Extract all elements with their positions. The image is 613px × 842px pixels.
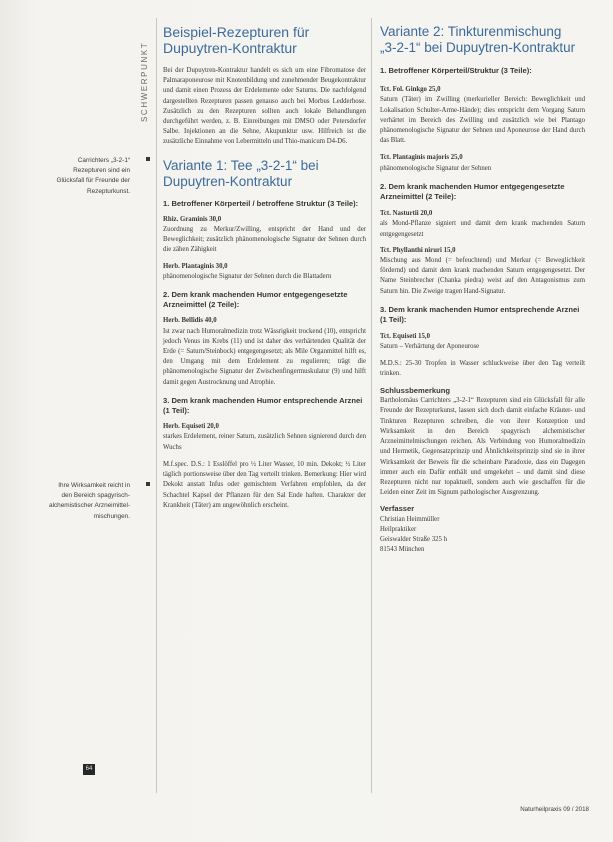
article-intro: Bei der Dupuytren-Kontraktur handelt es sich um eine Fibromatose der Palmaraponeurose mit Knotenbildung und zunehmender Beugekontraktur und damit einen Prozess der Erdelemente oder Saturns. Die nachfolgend dargestellten Rezepturen passen genauso auch bei Morbus Ledderhose. Zusätzlich zu den Rezepturen sollten auch lokale Behandlungen durchgeführt werden, z. B. Einreibungen mit DMSO oder Petersdorfer Salbe. Injektionen an die Sehne, Akupunktur usw. Hilfreich ist die zusätzliche Einnahme von Lebermitteln und Thio-manicum D4-D6. [163, 67, 366, 146]
article-title-line2: Dupuytren-Kontraktur [163, 40, 297, 56]
variant2-remedy5-name: Tct. Equiseti 15,0 [380, 333, 430, 341]
variant1-remedy1-name: Rhiz. Graminis 30,0 [163, 215, 222, 223]
variant2-remedy5-text: Saturn – Verhärtung der Aponeurose [380, 343, 480, 351]
variant2-remedy1-text: Saturn (Täter) im Zwilling (merkurieller Bereich: Beweglichkeit und Lokalisation Schulter-Arme-Hände); dies entspricht dem Vorgang Saturn verhärtet im Bereich des Zwilling und zusätzlich wie bei Plantago phänomenologische Signatur der Sehnen und Aponeurose der Hand durch das Blatt. [380, 96, 585, 145]
variant2-section3-heading: 3. Dem krank machenden Humor entsprechende Arznei (1 Teil): [380, 304, 580, 325]
margin-note-2: Ihre Wirksamkeit reicht in den Bereich spagyrisch-alchemistischer Arzneimittel-mischungen. [49, 482, 130, 520]
author-city: 81543 München [380, 546, 425, 554]
variant1-remedy3-text: Ist zwar nach Humoralmedizin trotz Wässrigkeit trockend (10), entspricht jedoch Venus im Krebs (11) und ist daher des verhärtenden Qualität der Erde (= Saturn/Steinbock) entgegengesetzt; als Mile Organmittel hilft es, den Umgang mit dem Erdelement zu regulieren; trägt die phänomenologische Signatur der Zwischenfingermuskulatur (9) und hilft damit gegen Austrocknung und Atrophie. [163, 327, 366, 386]
variant2-remedy1-name: Tct. Fol. Ginkgo 25,0 [380, 86, 441, 94]
author-street: Geiswalder Straße 325 h [380, 535, 448, 543]
column-divider-right [371, 18, 372, 793]
section-label [140, 22, 154, 132]
variant1-section3-heading: 3. Dem krank machenden Humor entsprechende Arznei (1 Teil): [163, 395, 363, 416]
variant2-section2-heading: 2. Dem krank machenden Humor entgegengesetzte Arzneimittel (2 Teile): [380, 181, 565, 202]
variant1-remedy4-text: starkes Erdelement, reiner Saturn, zusätzlich Sehnen signierend durch den Wuchs [163, 433, 366, 451]
variant1-usage: M.f.spec. D.S.: 1 Esslöffel pro ½ Liter Wasser, 10 min. Dekokt; ½ Liter täglich portionsweise über den Tag verteilt trinken. Bemerkung: Hier wird Dekokt anstatt Infus oder gemischtem Verfahren empfohlen, da der Schachtel Kapsel der Pflanzen für den Sal Ende haften. Charakter der Krankheit (Täter) am ungewöhnlich erscheint. [163, 460, 366, 509]
variant2-remedy2-name: Tct. Plantaginis majoris 25,0 [380, 154, 463, 162]
variant2-section1-heading: 1. Betroffener Körperteil/Struktur (3 Teile): [380, 66, 532, 75]
variant2-title-line1: Variante 2: Tinkturenmischung [380, 24, 562, 39]
author-name: Christian Heimmüller [380, 515, 440, 523]
variant1-section1-heading: 1. Betroffener Körperteil / betroffene Struktur (3 Teile): [163, 198, 359, 208]
variant1-remedy2-text: phänomenologische Signatur der Sehnen durch die Blattadern [163, 272, 332, 280]
author-label: Verfasser [380, 504, 415, 514]
section-label-text: SCHWERPUNKT [140, 41, 149, 122]
variant2-remedy3-name: Tct. Nasturtii 20,0 [380, 210, 433, 218]
variant1-remedy1-text: Zuordnung zu Merkur/Zwilling, entspricht der Hand und der Beweglichkeit; zusätzlich phänomenologische Signatur der Sehnen durch die zähen Zähigkeit [163, 226, 366, 254]
variant1-remedy4-name: Herb. Equiseti 20,0 [163, 423, 219, 431]
author-title: Heilpraktiker [380, 525, 417, 533]
variant1-remedy3-name: Herb. Bellidis 40,0 [163, 317, 217, 325]
variant1-title-line2: Dupuytren-Kontraktur [163, 173, 293, 189]
variant2-remedy2-text: phänomenologische Signatur der Sehnen [380, 164, 492, 172]
article-title-line1: Beispiel-Rezepturen für [163, 24, 310, 40]
variant1-title-line1: Variante 1: Tee „3-2-1“ bei [163, 157, 319, 173]
journal-footer: Naturheilpraxis 09 / 2018 [520, 806, 589, 813]
variant2-remedy3-text: als Mond-Pflanze signiert und damit dem krank machenden Saturn entgegengesetzt [380, 220, 585, 238]
variant2-title-line2: „3-2-1“ bei Dupuytren-Kontraktur [380, 40, 576, 55]
closing-heading: Schlussbemerkung [380, 386, 451, 396]
variant2-usage: M.D.S.: 25-30 Tropfen in Wasser schluckweise über den Tag verteilt trinken. [380, 359, 585, 377]
margin-note-marker [146, 482, 150, 486]
variant2-remedy4-name: Tct. Phyllanthi niruri 15,0 [380, 246, 456, 254]
closing-text: Bartholomäus Carrichters „3-2-1“ Rezepturen sind ein Glücksfall für alle Freunde der Rezepturkunst, lassen sich doch damit einfache Kräuter- und Tinkturen Rezepturen schreiben, die von ihrer Konzeption und Wirksamkeit in den Bereich spagyrisch alchemistischer Arzneimittelmischungen reichen. Als Verbindung von Humoralmedizin und Hermetik, Gegensatzprinzip und Ähnlichkeitsprinzip sind sie in ihrer Wirksamkeit der Beweis für die scheinbare Paradoxie, dass ein Dagegen immer auch ein Dafür enthält und umgekehrt – und damit sind diese Rezepturen nicht nur topaktuell, sondern auch wie geschaffen für die Leiden einer Zeit im Signum pathologischer Ausgrenzung. [380, 397, 585, 497]
variant1-remedy2-name: Herb. Plantaginis 30,0 [163, 262, 228, 270]
variant1-section2-heading: 2. Dem krank machenden Humor entgegengesetzte Arzneimittel (2 Teile): [163, 290, 348, 310]
article-column-1 [163, 24, 366, 511]
margin-note-1: Carrichters „3-2-1“ Rezepturen sind ein Glücksfall für Freunde der Rezepturkunst. [56, 157, 130, 195]
page-number: 64 [83, 764, 95, 775]
variant2-remedy4-text: Mischung aus Mond (= befeuchtend) und Merkur (= Beweglichkeit fördernd) und damit dem krank machenden Saturn entgegengesetzt. Der Name Steinbrecher (Chanka piedra) weist auf den Antagonismus zum Saturn hin. Die Zweige tragen Hand-Signatur. [380, 257, 585, 295]
article-column-2 [380, 24, 585, 555]
column-divider-left [156, 18, 157, 793]
margin-note-marker [146, 157, 150, 161]
